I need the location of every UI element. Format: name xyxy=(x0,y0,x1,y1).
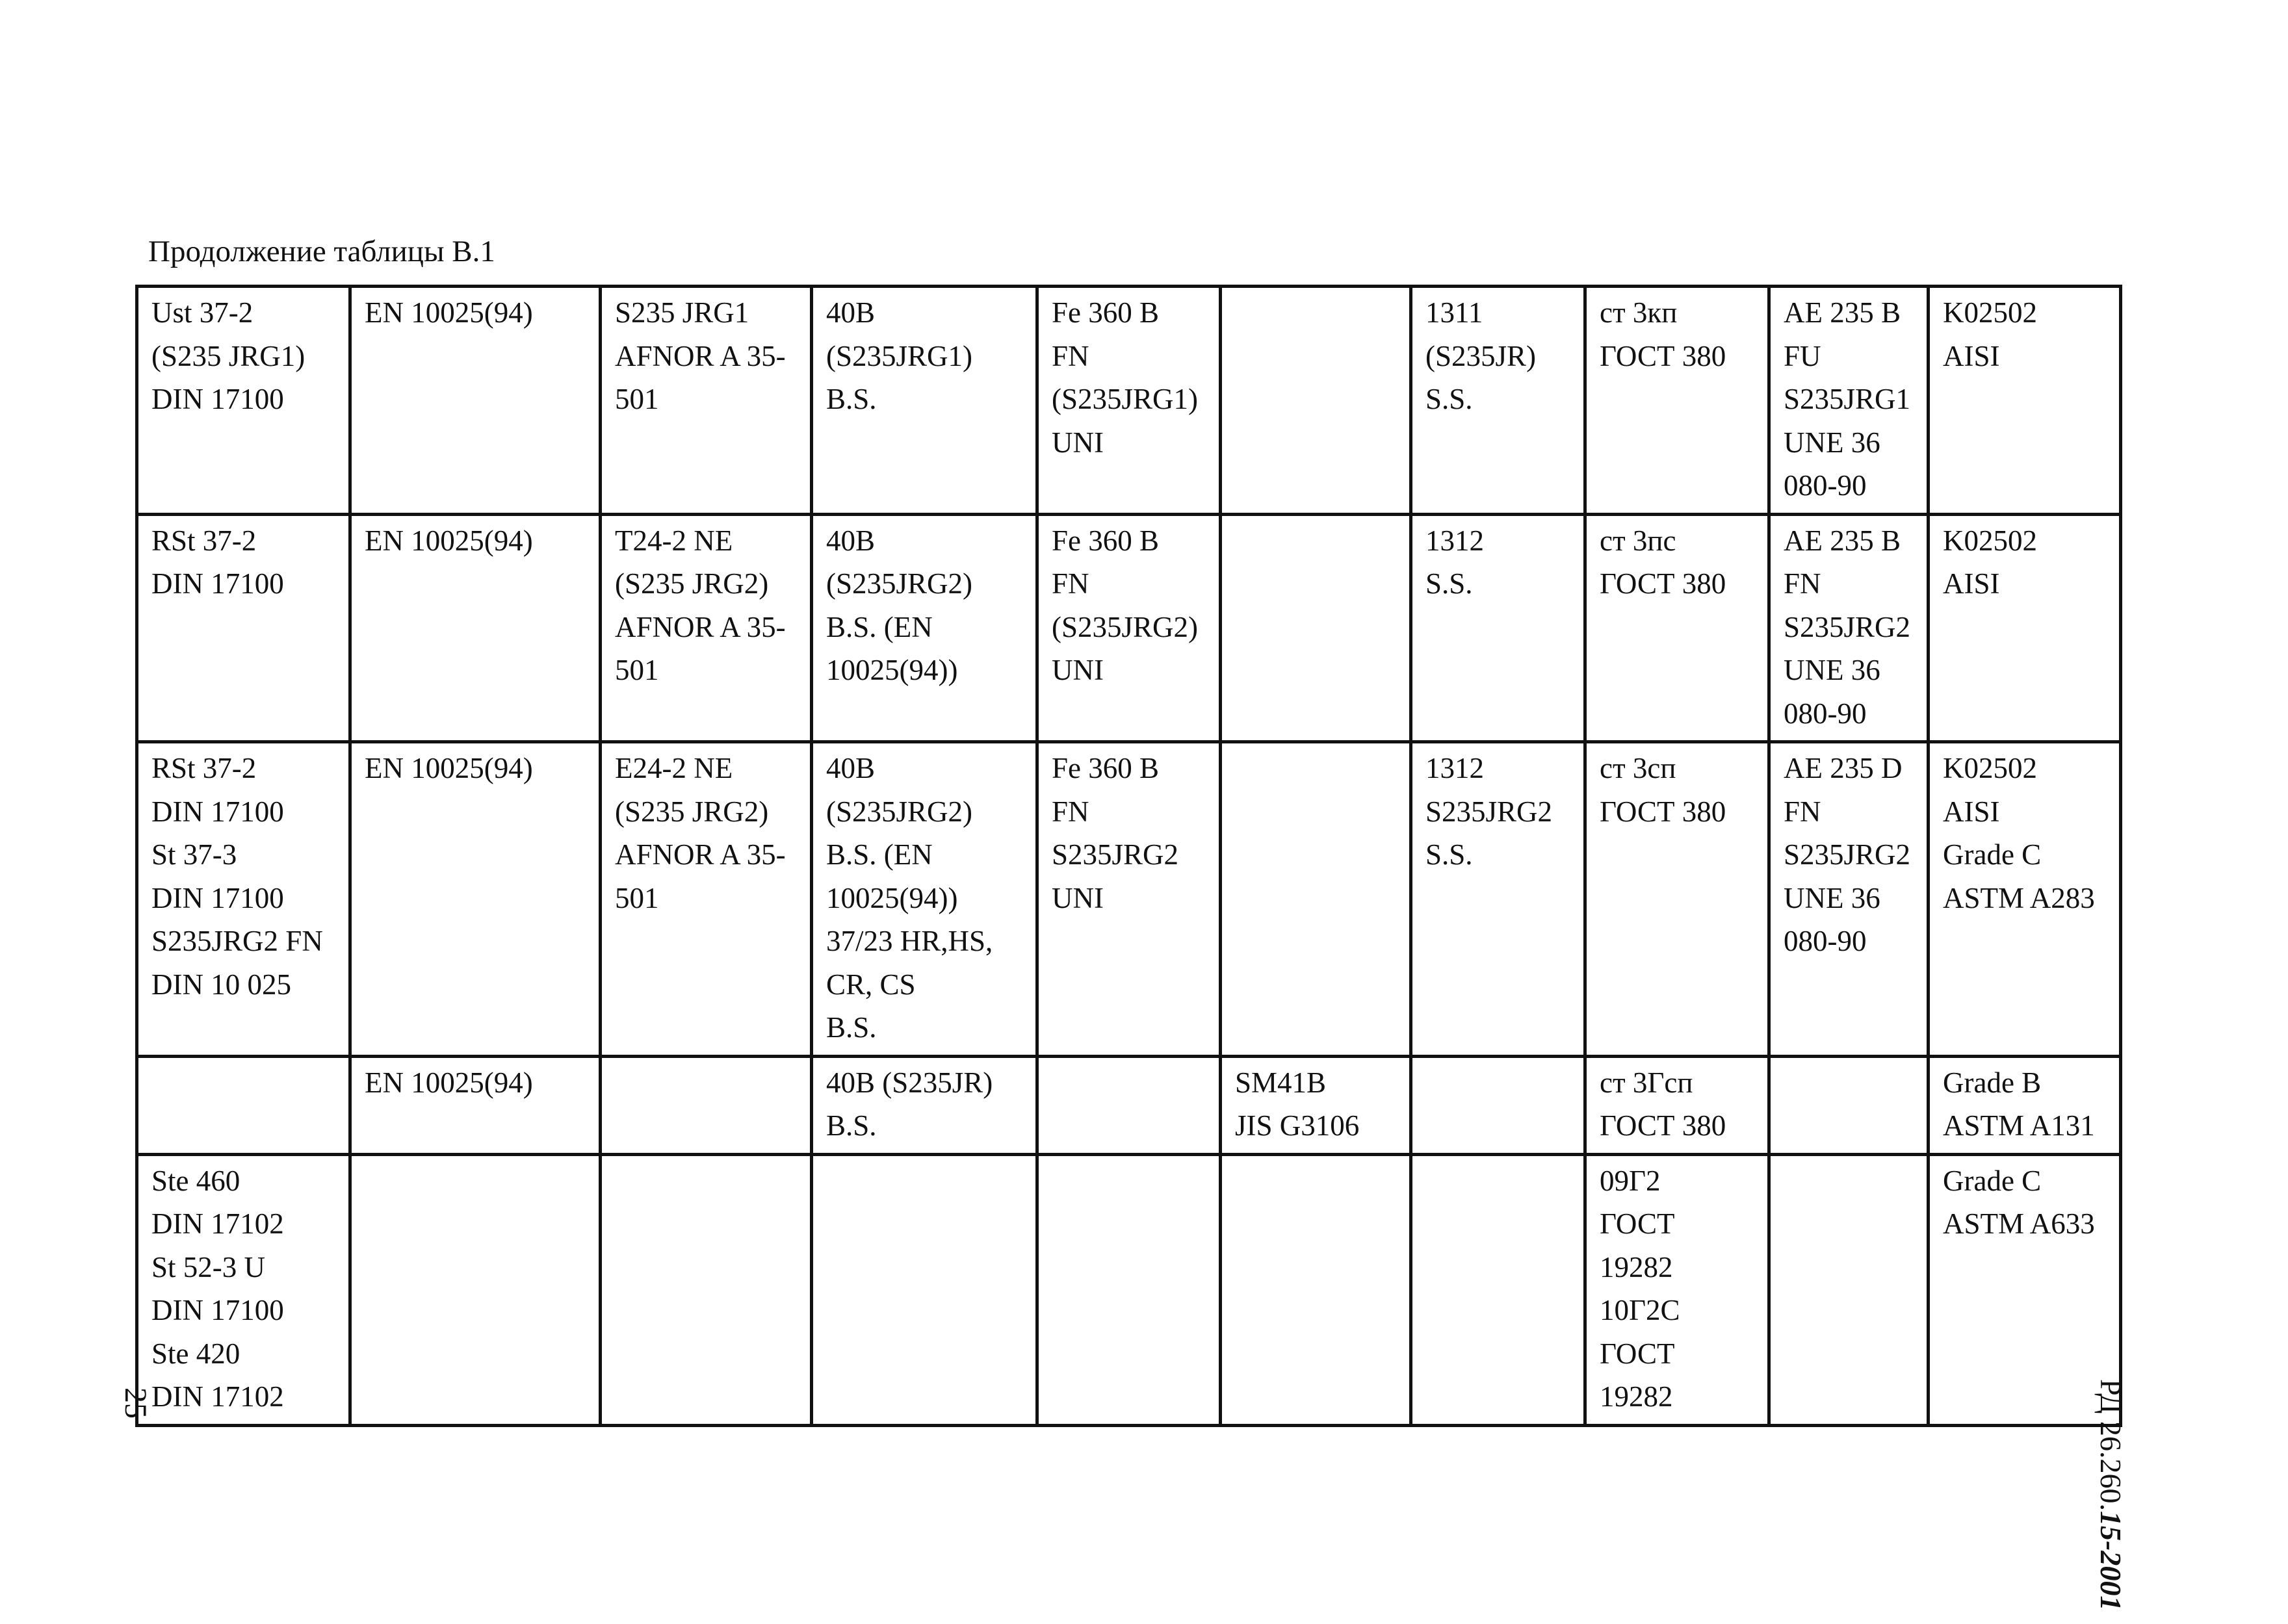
cell-line: B.S. xyxy=(826,1011,877,1044)
cell-line: B.S. (EN xyxy=(826,838,933,871)
table-cell xyxy=(1585,514,1769,742)
cell-line: FN xyxy=(1052,795,1089,828)
cell-line: ASTM A633 xyxy=(1943,1207,2095,1240)
cell-line: (S235JRG1) xyxy=(826,339,973,372)
cell-line: Fe 360 B xyxy=(1052,524,1160,557)
table-cell xyxy=(601,514,812,742)
page-number: 25 xyxy=(118,1387,153,1419)
cell-line: St 37-3 xyxy=(151,838,237,871)
table-cell xyxy=(1411,1154,1585,1425)
cell-line: UNE 36 xyxy=(1784,426,1880,459)
cell-line: DIN 17102 xyxy=(151,1380,284,1413)
cell-line: 09Г2 xyxy=(1600,1164,1661,1197)
cell-line: 080-90 xyxy=(1784,697,1867,730)
table-cell xyxy=(1411,1056,1585,1154)
cell-line: EN 10025(94) xyxy=(365,752,533,784)
cell-line: UNI xyxy=(1052,881,1104,914)
cell-line: RSt 37-2 xyxy=(151,752,257,784)
table-cell xyxy=(1221,514,1411,742)
cell-line: ГОСТ xyxy=(1600,1337,1675,1370)
table-cell xyxy=(1585,1056,1769,1154)
cell-line: St 52-3 U xyxy=(151,1250,266,1283)
cell-line: B.S. xyxy=(826,383,877,415)
cell-line: (S235JR) xyxy=(1425,339,1537,372)
cell-line: 37/23 HR,HS, xyxy=(826,925,993,957)
table-cell xyxy=(137,514,350,742)
cell-line: DIN 17100 xyxy=(151,383,284,415)
cell-line: AFNOR A 35- xyxy=(615,838,786,871)
table-cell xyxy=(1769,287,1929,515)
cell-line: 40B xyxy=(826,524,876,557)
cell-line: ст 3пс xyxy=(1600,524,1676,557)
cell-line: S235JRG2 xyxy=(1784,838,1911,871)
cell-line: ГОСТ 380 xyxy=(1600,795,1726,828)
table-cell xyxy=(812,514,1037,742)
cell-line: RSt 37-2 xyxy=(151,524,257,557)
cell-line: ГОСТ 380 xyxy=(1600,567,1726,600)
cell-line: Ste 460 xyxy=(151,1164,240,1197)
cell-line: 19282 xyxy=(1600,1250,1673,1283)
table-cell xyxy=(1769,514,1929,742)
cell-line: DIN 17100 xyxy=(151,567,284,600)
cell-line: Ust 37-2 xyxy=(151,296,254,329)
cell-line: Fe 360 B xyxy=(1052,296,1160,329)
table-cell xyxy=(1585,1154,1769,1425)
table-cell xyxy=(812,1056,1037,1154)
cell-line: Grade C xyxy=(1943,1164,2042,1197)
table-cell xyxy=(350,1154,601,1425)
table-cell xyxy=(1929,1056,2121,1154)
cell-line: UNI xyxy=(1052,654,1104,686)
cell-line: 10025(94)) xyxy=(826,654,958,686)
cell-line: UNE 36 xyxy=(1784,654,1880,686)
table-cell xyxy=(1769,1154,1929,1425)
table-row xyxy=(137,1056,2121,1154)
cell-line: 080-90 xyxy=(1784,925,1867,957)
cell-line: 40B xyxy=(826,752,876,784)
cell-line: Ste 420 xyxy=(151,1337,240,1370)
doc-code-handwritten: 15-2001 xyxy=(2094,1511,2127,1611)
cell-line: UNI xyxy=(1052,426,1104,459)
cell-line: EN 10025(94) xyxy=(365,524,533,557)
cell-line: 1312 xyxy=(1425,752,1484,784)
cell-line: AISI xyxy=(1943,795,2000,828)
cell-line: FN xyxy=(1052,567,1089,600)
cell-line: EN 10025(94) xyxy=(365,1066,533,1099)
table-cell xyxy=(812,287,1037,515)
table-cell xyxy=(1221,1154,1411,1425)
cell-line: S235JRG2 xyxy=(1784,610,1911,643)
cell-line: K02502 xyxy=(1943,752,2037,784)
cell-line: 501 xyxy=(615,881,659,914)
cell-line: S235 JRG1 xyxy=(615,296,749,329)
cell-line: AFNOR A 35- xyxy=(615,610,786,643)
cell-line: 40B (S235JR) xyxy=(826,1066,993,1099)
cell-line: ГОСТ 380 xyxy=(1600,1109,1726,1142)
cell-line: S.S. xyxy=(1425,838,1473,871)
cell-line: Grade C xyxy=(1943,838,2042,871)
table-cell xyxy=(812,742,1037,1057)
table-cell xyxy=(1929,287,2121,515)
table-cell xyxy=(1037,514,1221,742)
cell-line: 501 xyxy=(615,383,659,415)
document-code xyxy=(2096,1379,2126,1610)
cell-line: Fe 360 B xyxy=(1052,752,1160,784)
cell-line: 40B xyxy=(826,296,876,329)
table-cell xyxy=(350,742,601,1057)
cell-line: AISI xyxy=(1943,567,2000,600)
table-cell xyxy=(137,1056,350,1154)
table-cell xyxy=(1929,514,2121,742)
cell-line: S235JRG2 FN xyxy=(151,925,323,957)
cell-line: FU xyxy=(1784,339,1821,372)
cell-line: AE 235 B xyxy=(1784,296,1901,329)
table-cell xyxy=(137,742,350,1057)
cell-line: (S235JRG2) xyxy=(1052,610,1199,643)
table-cell xyxy=(1221,1056,1411,1154)
table-row xyxy=(137,1154,2121,1425)
table-cell xyxy=(137,287,350,515)
table-cell xyxy=(1929,1154,2121,1425)
cell-line: AE 235 B xyxy=(1784,524,1901,557)
table-cell xyxy=(137,1154,350,1425)
cell-line: 1311 xyxy=(1425,296,1483,329)
table-cell xyxy=(1037,1056,1221,1154)
cell-line: E24-2 NE xyxy=(615,752,733,784)
table-row xyxy=(137,514,2121,742)
cell-line: K02502 xyxy=(1943,524,2037,557)
cell-line: JIS G3106 xyxy=(1235,1109,1360,1142)
cell-line: 10025(94)) xyxy=(826,881,958,914)
cell-line: FN xyxy=(1784,795,1821,828)
table-cell xyxy=(812,1154,1037,1425)
table-cell xyxy=(350,514,601,742)
cell-line: 1312 xyxy=(1425,524,1484,557)
table-cell xyxy=(1585,742,1769,1057)
cell-line: Grade B xyxy=(1943,1066,2042,1099)
cell-line: ASTM A131 xyxy=(1943,1109,2095,1142)
cell-line: S235JRG2 xyxy=(1425,795,1553,828)
steel-equivalents-table xyxy=(135,285,2122,1427)
cell-line: FN xyxy=(1052,339,1089,372)
cell-line: SM41B xyxy=(1235,1066,1327,1099)
cell-line: ст 3сп xyxy=(1600,752,1676,784)
cell-line: S.S. xyxy=(1425,383,1473,415)
doc-prefix: РД xyxy=(2094,1379,2127,1414)
table-cell xyxy=(601,742,812,1057)
table-cell xyxy=(1769,742,1929,1057)
cell-line: AISI xyxy=(1943,339,2000,372)
cell-line: DIN 17100 xyxy=(151,881,284,914)
cell-line: 10Г2С xyxy=(1600,1294,1680,1326)
table-cell xyxy=(1585,287,1769,515)
cell-line: (S235 JRG1) xyxy=(151,339,306,372)
cell-line: ГОСТ 380 xyxy=(1600,339,1726,372)
table-cell xyxy=(1769,1056,1929,1154)
cell-line: B.S. (EN xyxy=(826,610,933,643)
cell-line: ASTM A283 xyxy=(1943,881,2095,914)
cell-line: S235JRG2 xyxy=(1052,838,1179,871)
table-body xyxy=(137,287,2121,1426)
cell-line: DIN 17102 xyxy=(151,1207,284,1240)
table-cell xyxy=(601,1154,812,1425)
cell-line: ст 3Гсп xyxy=(1600,1066,1693,1099)
cell-line: AE 235 D xyxy=(1784,752,1903,784)
cell-line: AFNOR A 35- xyxy=(615,339,786,372)
cell-line: S.S. xyxy=(1425,567,1473,600)
cell-line: EN 10025(94) xyxy=(365,296,533,329)
cell-line: DIN 17100 xyxy=(151,1294,284,1326)
table-cell xyxy=(350,287,601,515)
cell-line: (S235JRG2) xyxy=(826,795,973,828)
table-row xyxy=(137,742,2121,1057)
table-cell xyxy=(1037,1154,1221,1425)
cell-line: CR, CS xyxy=(826,968,916,1001)
cell-line: T24-2 NE xyxy=(615,524,733,557)
cell-line: B.S. xyxy=(826,1109,877,1142)
table-row xyxy=(137,287,2121,515)
cell-line: (S235JRG2) xyxy=(826,567,973,600)
cell-line: ГОСТ xyxy=(1600,1207,1675,1240)
cell-line: (S235 JRG2) xyxy=(615,567,769,600)
cell-line: 080-90 xyxy=(1784,469,1867,502)
cell-line: S235JRG1 xyxy=(1784,383,1911,415)
cell-line: 19282 xyxy=(1600,1380,1673,1413)
cell-line: (S235 JRG2) xyxy=(615,795,769,828)
cell-line: DIN 17100 xyxy=(151,795,284,828)
cell-line: UNE 36 xyxy=(1784,881,1880,914)
cell-line: FN xyxy=(1784,567,1821,600)
table-cell xyxy=(1411,514,1585,742)
cell-line: 501 xyxy=(615,654,659,686)
table-cell xyxy=(1411,742,1585,1057)
table-cell xyxy=(350,1056,601,1154)
table-cell xyxy=(601,287,812,515)
table-caption: Продолжение таблицы В.1 xyxy=(148,235,495,268)
table-cell xyxy=(1037,287,1221,515)
table-cell xyxy=(1929,742,2121,1057)
cell-line: DIN 10 025 xyxy=(151,968,291,1001)
table-cell xyxy=(1037,742,1221,1057)
table-cell xyxy=(1411,287,1585,515)
doc-code-number: 26.260. xyxy=(2094,1421,2127,1512)
table-cell xyxy=(1221,742,1411,1057)
cell-line: ст 3кп xyxy=(1600,296,1678,329)
cell-line: K02502 xyxy=(1943,296,2037,329)
table-cell xyxy=(601,1056,812,1154)
table-cell xyxy=(1221,287,1411,515)
cell-line: (S235JRG1) xyxy=(1052,383,1199,415)
